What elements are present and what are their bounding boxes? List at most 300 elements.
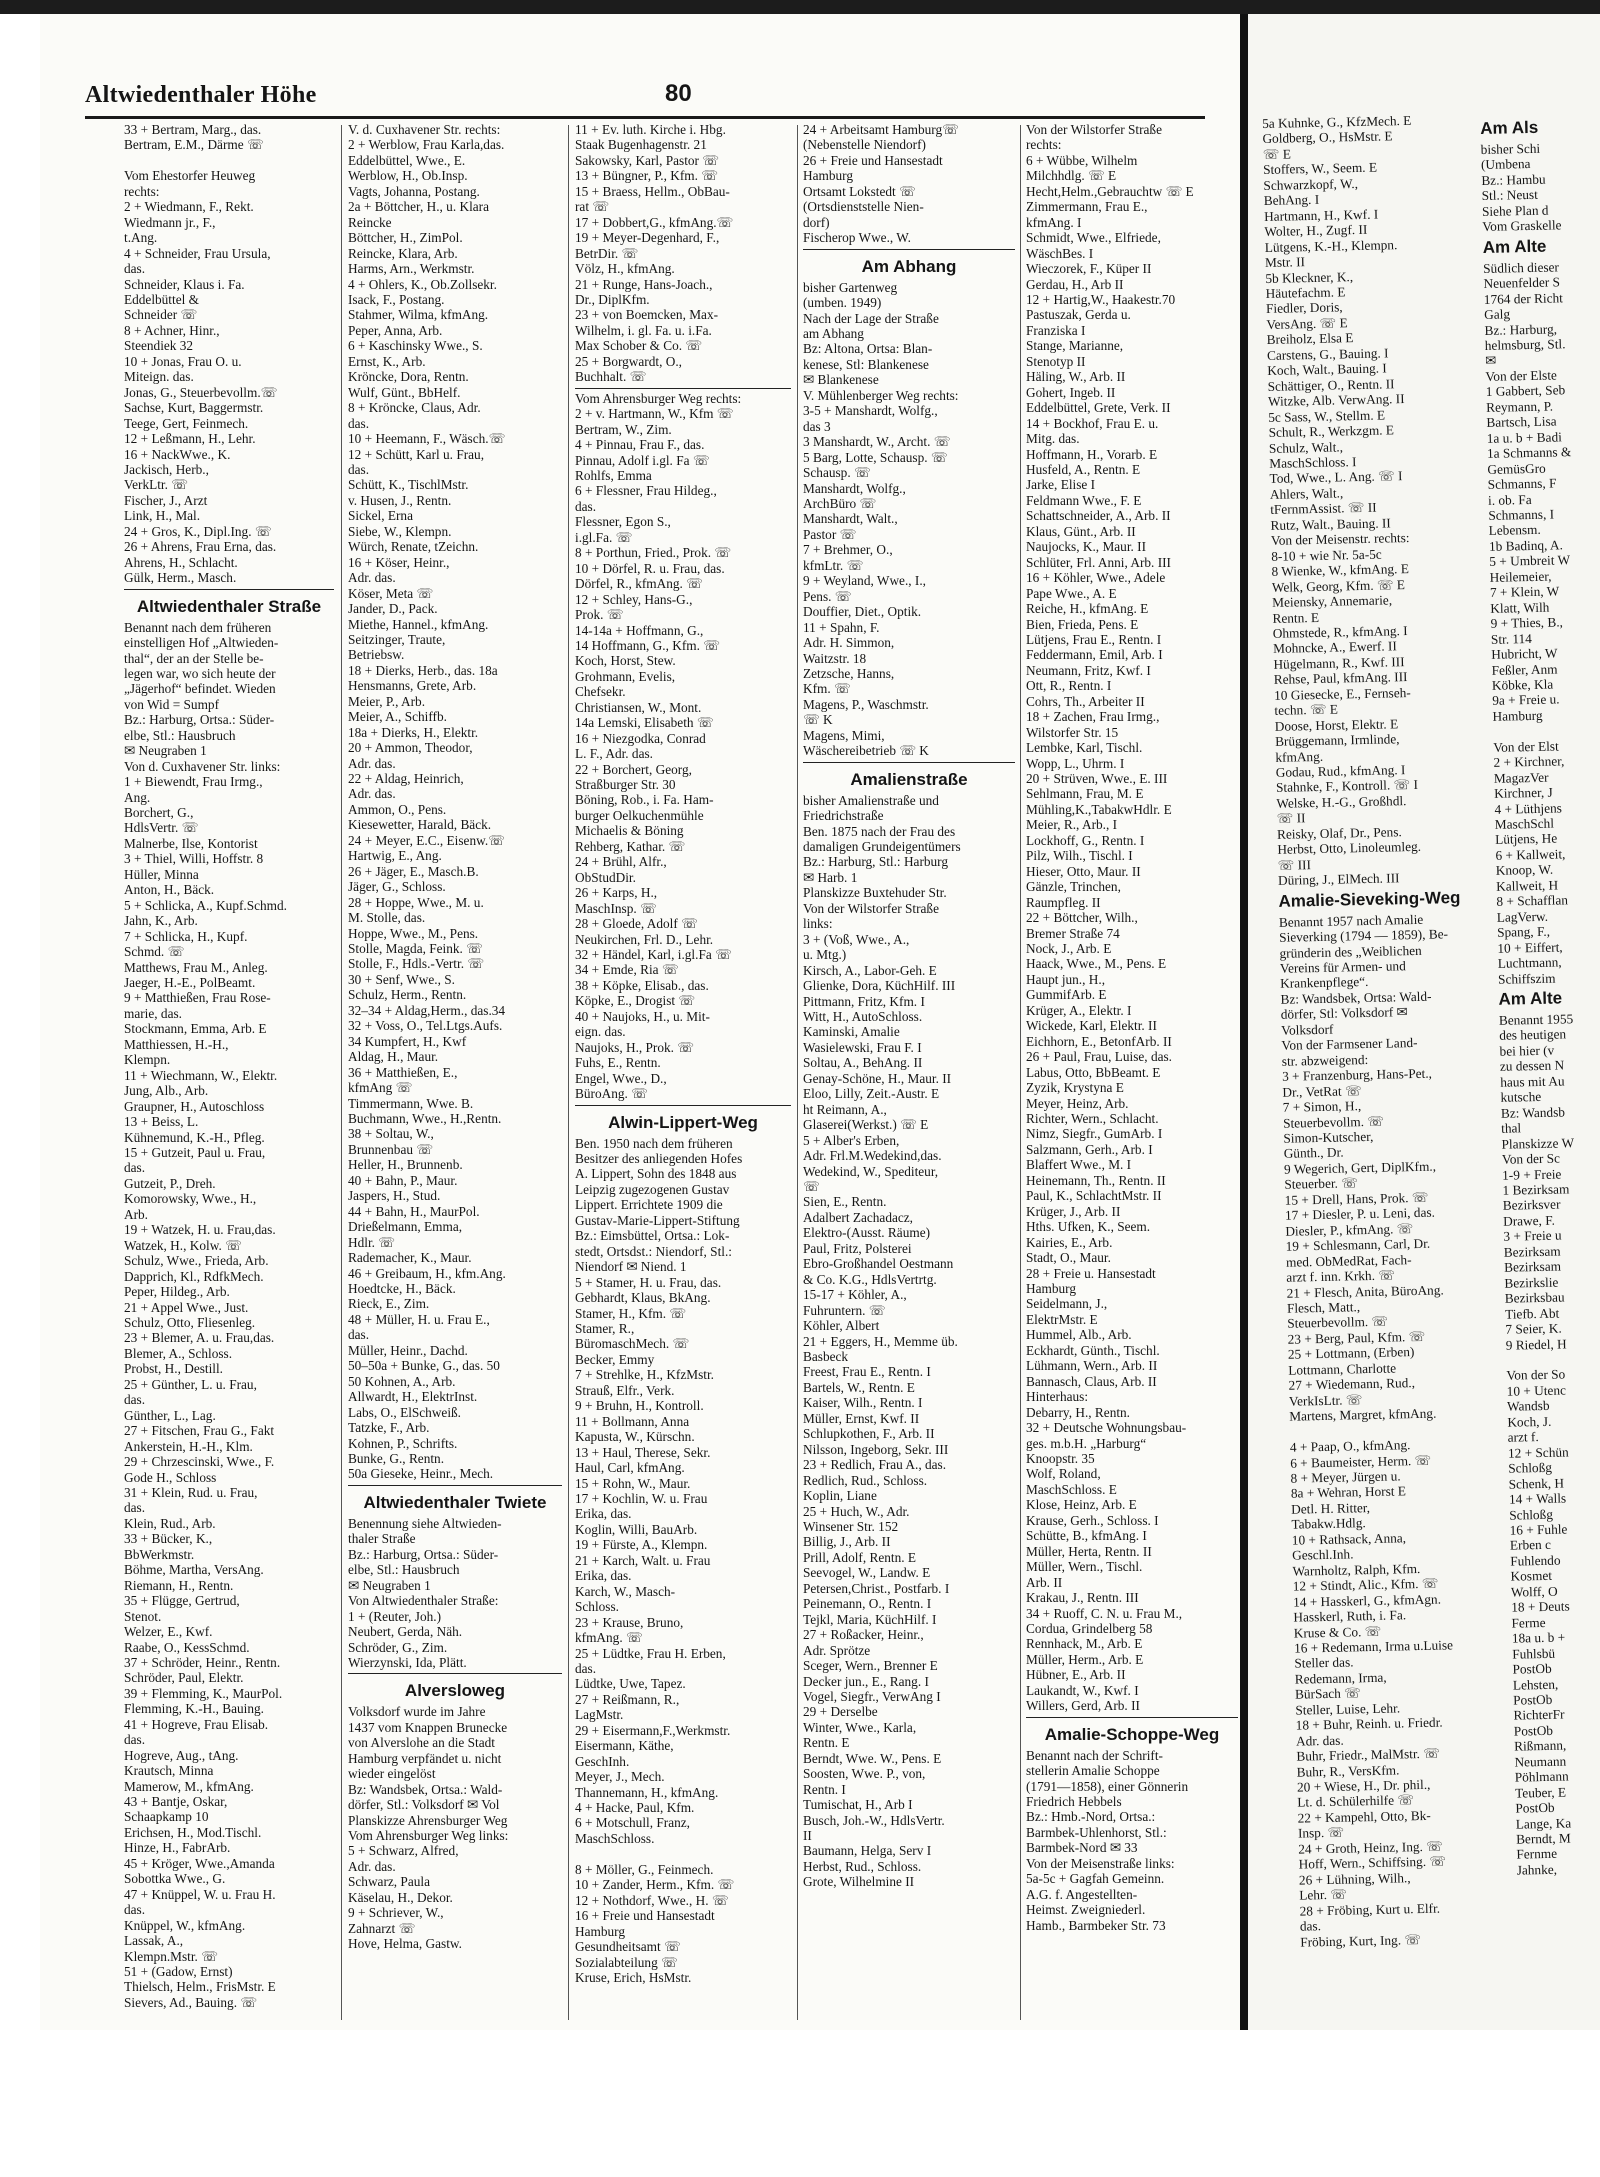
directory-line: Krüger, A., Elektr. I [1026, 1002, 1132, 1018]
directory-line: Hamburg [575, 1923, 625, 1939]
directory-line: Kosmet [1510, 1568, 1553, 1585]
directory-line: 6 + Kallweit, [1495, 846, 1566, 863]
directory-line: Adr. das. [348, 786, 396, 802]
directory-line: BbWerkmstr. [124, 1546, 195, 1562]
directory-line: Meiensky, Annemarie, [1272, 592, 1393, 610]
directory-line: elbe, Stl.: Hausbruch [348, 1562, 460, 1578]
directory-line: Petersen,Christ., Postfarb. I [803, 1580, 950, 1596]
directory-line: 23 + Berg, Paul, Kfm. ☏ [1287, 1328, 1426, 1347]
directory-line: Max Schober & Co. ☏ [575, 338, 703, 354]
directory-line: Pastuszak, Gerda u. [1026, 307, 1131, 323]
directory-line: 5a Kuhnke, G., KfzMech. E [1262, 112, 1412, 131]
directory-line: Wilhelm, i. gl. Fa. u. i.Fa. [575, 322, 712, 338]
directory-line: Häling, W., Arb. II [1026, 369, 1126, 385]
directory-line: Rentn. E [1272, 609, 1320, 626]
directory-line: BehAng. I [1263, 192, 1320, 209]
directory-line: Fuhlendo [1510, 1552, 1561, 1569]
directory-line: Barmbek-Uhlenhorst, Stl.: [1026, 1824, 1167, 1840]
directory-line: Hensmanns, Grete, Arb. [348, 678, 477, 694]
directory-line: 5b Kleckner, K., [1265, 268, 1354, 286]
directory-line: 4 + Paap, O., kfmAng. [1289, 1437, 1411, 1455]
directory-line: bisher Schi [1480, 140, 1541, 157]
directory-line: Hüller, Minna [124, 866, 199, 882]
directory-line: Ferme [1511, 1614, 1546, 1631]
directory-line: 17 + Dobbert,G., kfmAng.☏ [575, 214, 734, 230]
directory-line: Planskizze Buxtehuder Str. [803, 885, 947, 901]
directory-line: Bz: Wandsbek, Ortsa.: Wald- [348, 1781, 503, 1797]
directory-line: Allwardt, H., ElektrInst. [348, 1389, 478, 1405]
column-rule [797, 125, 798, 2020]
directory-line: Basbeck [803, 1348, 849, 1364]
directory-line: Dr., VetRat ☏ [1282, 1082, 1362, 1100]
directory-line: 19 + Fürste, A., Klempn. [575, 1537, 708, 1553]
directory-line: 2a + Böttcher, H., u. Klara [348, 199, 490, 215]
directory-line: Müller, Herm., Arb. E [1026, 1651, 1144, 1667]
directory-line: Hasskerl, Ruth, i. Fa. [1293, 1607, 1407, 1625]
directory-line: 28 + Hoppe, Wwe., M. u. [348, 894, 484, 910]
directory-line: haus mit Au [1500, 1073, 1565, 1090]
directory-line: Malnerbe, Ilse, Kontorist [124, 835, 258, 851]
directory-line: Elektro-(Ausst. Räume) [803, 1225, 931, 1241]
directory-line: Mohncke, A., Ewerf. II [1273, 638, 1397, 657]
directory-line: Bremer Straße 74 [1026, 925, 1120, 941]
directory-line: ges. m.b.H. „Harburg“ [1026, 1435, 1147, 1451]
directory-line: 4 + Schneider, Frau Ursula, [124, 245, 271, 261]
directory-line: 39 + Flemming, K., MaurPol. [124, 1685, 283, 1701]
directory-line: Soltau, A., BehAng. II [803, 1055, 923, 1071]
directory-line: A.G. f. Angestellten- [1026, 1886, 1138, 1902]
directory-line: Stahnke, F., Kontroll. ☏ I [1275, 777, 1419, 796]
directory-line: Lt. d. Schülerhilfe ☏ [1297, 1792, 1415, 1811]
directory-line: Benannt 1955 [1498, 1011, 1574, 1028]
directory-line: das. [575, 1660, 597, 1676]
directory-line: 9 + Bruhn, H., Kontroll. [575, 1398, 704, 1414]
directory-line: dörfer, Stl.: Volksdorf ✉ Vol [348, 1797, 500, 1813]
directory-line: Fernme [1516, 1846, 1558, 1863]
directory-line: Adr. H. Simmon, [803, 635, 895, 651]
directory-line: Mamerow, M., kfmAng. [124, 1778, 254, 1794]
directory-line: (Ortsdienststelle Nien- [803, 199, 924, 215]
directory-line: Tejkl, Maria, KüchHilf. I [803, 1611, 937, 1627]
directory-line: Bz.: Harburg, [1484, 320, 1558, 338]
directory-line: Schenk, H [1508, 1475, 1565, 1492]
directory-line: Stockmann, Emma, Arb. E [124, 1021, 267, 1037]
directory-line: Mühling,K.,TabakwHdlr. E [1026, 801, 1172, 817]
directory-line: Tod, Wwe., L. Ang. ☏ I [1269, 468, 1403, 487]
section-rule [348, 1485, 562, 1486]
directory-line: Stamer, R., [575, 1320, 635, 1336]
directory-line: kfmLtr. ☏ [803, 557, 864, 573]
directory-line: Schlupkothen, F., Arb. II [803, 1426, 935, 1442]
directory-line: des heutigen [1499, 1026, 1567, 1044]
directory-line: bisher Amalienstraße und [803, 792, 939, 808]
directory-line: Schmidt, Wwe., Elfriede, [1026, 230, 1161, 246]
directory-line: Von d. Cuxhavener Str. links: [124, 758, 281, 774]
directory-line: 19 + Meyer-Degenhard, F., [575, 230, 720, 246]
directory-line: Kirchner, J [1494, 784, 1553, 801]
directory-line: Sickel, Erna [348, 508, 413, 524]
directory-line: Str. 114 [1490, 630, 1532, 647]
street-heading: Am Alte [1482, 236, 1547, 257]
directory-line: 35 + Flügge, Gertrud, [124, 1593, 240, 1609]
directory-line: PostOb [1515, 1799, 1555, 1816]
directory-line: Eddelbüttel, Wwe., E. [348, 152, 466, 168]
directory-line: Rentn. I [803, 1781, 846, 1797]
directory-line: bisher Gartenweg [803, 279, 898, 295]
directory-line: 3 + Freie u [1503, 1227, 1562, 1245]
directory-line: Schult, R., Werkzgm. E [1268, 422, 1395, 440]
directory-line: Feddermann, Emil, Arb. I [1026, 647, 1163, 663]
directory-line: 8 Wienke, W., kfmAng. E [1271, 561, 1410, 580]
directory-line: Lassak, A., [124, 1933, 184, 1949]
directory-line: 25 + Huch, W., Adr. [803, 1503, 910, 1519]
directory-line: marie, das. [124, 1005, 182, 1021]
directory-line: Koch, J. [1507, 1413, 1552, 1430]
directory-line: Milchhdlg. ☏ E [1026, 168, 1117, 184]
directory-line: Vagts, Johanna, Postang. [348, 183, 480, 199]
directory-line: Schröder, G., Zim. [348, 1639, 448, 1655]
directory-line: Nock, J., Arb. E [1026, 941, 1112, 957]
directory-line: 1a Schmanns & [1486, 444, 1572, 462]
directory-line: 2 + Wiedmann, F., Rekt. [124, 199, 254, 215]
directory-line: BüroAng. ☏ [575, 1086, 648, 1102]
directory-line: Knoopstr. 35 [1026, 1450, 1095, 1466]
directory-line: MagazVer [1493, 769, 1549, 786]
directory-line: WäschBes. I [1026, 245, 1094, 261]
directory-line: Bz.: Harburg, Ortsa.: Süder- [124, 712, 275, 728]
directory-line: Hecht,Helm.,Gebrauchtw ☏ E [1026, 183, 1194, 199]
directory-line: 20 + Wiese, H., Dr. phil., [1296, 1776, 1431, 1795]
directory-line: 19 + Schlesmann, Carl, Dr. [1285, 1235, 1431, 1254]
directory-line: Aldag, H., Maur. [348, 1049, 439, 1065]
directory-line: Werblow, H., Ob.Insp. [348, 168, 468, 184]
directory-line: Adr. das. [1295, 1732, 1344, 1749]
directory-line: gründerin des „Weiblichen [1279, 942, 1422, 961]
directory-line: Südlich dieser [1483, 259, 1560, 276]
directory-line: Eisermann, Käthe, [575, 1738, 674, 1754]
directory-line: Baumann, Helga, Serv I [803, 1843, 932, 1859]
directory-line: das. [575, 498, 597, 514]
directory-line: Böhme, Martha, VersAng. [124, 1562, 264, 1578]
directory-line: Blemer, A., Schloss. [124, 1345, 233, 1361]
directory-line: Böttcher, H., ZimPol. [348, 230, 463, 246]
directory-line: Drießelmann, Emma, [348, 1219, 463, 1235]
directory-line: 1 Gabbert, Seb [1485, 382, 1566, 400]
directory-line: Bz.: Hambu [1481, 171, 1546, 188]
directory-line: 8 + Schafflan [1496, 892, 1569, 910]
directory-line: 23 + Krause, Bruno, [575, 1614, 684, 1630]
directory-line: Nach der Lage der Straße [803, 310, 939, 326]
directory-line: stellerin Amalie Schoppe [1026, 1763, 1160, 1779]
directory-line: 29 + Eisermann,F.,Werkmstr. [575, 1722, 731, 1738]
directory-line: Nimz, Siegfr., GumArb. I [1026, 1126, 1163, 1142]
directory-line: Bannasch, Claus, Arb. II [1026, 1373, 1157, 1389]
directory-line: 32 + Voss, O., Tel.Ltgs.Aufs. [348, 1018, 503, 1034]
directory-line: t.Ang. [124, 230, 158, 246]
directory-line: Schmanns, F [1487, 475, 1557, 492]
directory-line: 8 + Kröncke, Claus, Adr. [348, 400, 481, 416]
directory-line: Debarry, H., Rentn. [1026, 1404, 1131, 1420]
directory-line: Klatt, Wilh [1490, 599, 1550, 616]
directory-line: Adr. das. [348, 755, 396, 771]
directory-line: Kallweit, H [1495, 877, 1559, 894]
directory-line: 18 + Dierks, Herb., das. 18a [348, 662, 498, 678]
directory-line: Hths. Ufken, K., Seem. [1026, 1219, 1151, 1235]
directory-line: Witt, H., AutoSchloss. [803, 1009, 923, 1025]
directory-line: Busch, Joh.-W., HdlsVertr. [803, 1812, 945, 1828]
directory-line: Benannt nach dem früheren [124, 619, 272, 635]
directory-line: Watzek, H., Kolw. ☏ [124, 1237, 242, 1253]
directory-line: 23 + Blemer, A. u. Frau,das. [124, 1330, 275, 1346]
directory-line: Eddelbüttel, Grete, Verk. II [1026, 400, 1171, 416]
directory-line: 21 + Karch, Walt. u. Frau [575, 1552, 711, 1568]
directory-line: Berndt, Wwe. W., Pens. E [803, 1750, 942, 1766]
directory-line: Kiesewetter, Harald, Bäck. [348, 817, 492, 833]
directory-line: Schloßg [1509, 1506, 1554, 1523]
directory-line: 22 + Kampehl, Otto, Bk- [1297, 1807, 1431, 1826]
column-rule [341, 125, 342, 2020]
directory-line: einstelligen Hof „Altwieden- [124, 635, 279, 651]
directory-line: Husfeld, A., Rentn. E [1026, 461, 1141, 477]
directory-line: ✉ [1484, 353, 1497, 369]
directory-line: 9 + Schriever, W., [348, 1905, 444, 1921]
directory-line: 5 + Schlicka, A., Kupf.Schmd. [124, 897, 287, 913]
directory-line: 45 + Kröger, Wwe.,Amanda [124, 1855, 275, 1871]
directory-line: Willers, Gerd, Arb. II [1026, 1698, 1140, 1714]
directory-line: MaschSchl [1494, 815, 1555, 832]
directory-line: 13 + Beiss, L. [124, 1114, 199, 1130]
directory-line: Waitzstr. 18 [803, 650, 867, 666]
directory-line: ✉ Blankenese [803, 372, 879, 388]
directory-line: Schloss. [575, 1599, 619, 1615]
street-heading: Alwin-Lippert-Weg [608, 1112, 758, 1132]
directory-column-3 [575, 122, 791, 2022]
directory-line: Wolf, Roland, [1026, 1466, 1101, 1482]
directory-line: Von der Wilstorfer Straße [803, 900, 939, 916]
directory-line: 18a + Dierks, H., Elektr. [348, 724, 479, 740]
directory-line: Bezirksver [1502, 1197, 1561, 1214]
directory-line: 21 + Flesch, Anita, BüroAng. [1286, 1281, 1444, 1301]
directory-line: 10 + Rathsack, Anna, [1291, 1530, 1407, 1548]
directory-line: Stange, Marianne, [1026, 338, 1124, 354]
directory-line: Lüdtke, Uwe, Tapez. [575, 1676, 686, 1692]
directory-line: Kaiser, Wilh., Rentn. I [803, 1395, 923, 1411]
directory-line: 3 Manshardt, W., Archt. ☏ [803, 434, 951, 450]
directory-line: Berndt, M [1515, 1830, 1571, 1847]
directory-line: 50 Kohnen, A., Arb. [348, 1373, 456, 1389]
directory-line: 16 + Niezgodka, Conrad [575, 730, 706, 746]
directory-line: LagMstr. [575, 1707, 624, 1723]
directory-line: Adr. Sprötze [803, 1642, 871, 1658]
directory-line: Neumann, Fritz, Kwf. I [1026, 662, 1151, 678]
directory-line: Stahmer, Wilma, kfmAng. [348, 307, 489, 323]
directory-line: 16 + Fuhle [1509, 1521, 1568, 1538]
directory-line: Meyer, Heinz, Arb. [1026, 1095, 1129, 1111]
directory-line: 19 + Watzek, H. u. Frau,das. [124, 1222, 276, 1238]
directory-line: 12 + Leßmann, H., Lehr. [124, 431, 256, 447]
directory-line: techn. ☏ E [1274, 701, 1339, 719]
directory-line: 5 + Stamer, H. u. Frau, das. [575, 1274, 722, 1290]
directory-line: Seitzinger, Traute, [348, 631, 446, 647]
directory-line: Adr. das. [348, 570, 396, 586]
directory-column-1 [124, 122, 334, 2022]
directory-line: kutsche [1500, 1089, 1542, 1106]
directory-line: legen war, wo sich heute der [124, 665, 276, 681]
directory-line: 26 + Ahrens, Frau Erna, das. [124, 539, 277, 555]
directory-line: Gustav-Marie-Lippert-Stiftung [575, 1212, 740, 1228]
directory-line: 23 + Redlich, Frau A., das. [803, 1457, 947, 1473]
directory-line: GemüsGro [1487, 460, 1546, 477]
directory-line: Dapprich, Kl., RdfkMech. [124, 1268, 264, 1284]
directory-line: 20 + Ammon, Theodor, [348, 740, 473, 756]
directory-line: Bezirksam [1503, 1243, 1561, 1260]
directory-line: 7 + Klein, W [1489, 583, 1560, 601]
directory-line: Buchhalt. ☏ [575, 369, 647, 385]
directory-line: Schmanns, I [1488, 506, 1555, 523]
directory-line: Wopp, L., Uhrm. I [1026, 755, 1125, 771]
directory-line: damaligen Grundeigentümers [803, 839, 961, 855]
directory-line: Buchmann, Wwe., H.,Rentn. [348, 1111, 502, 1126]
directory-line: Hamb., Barmbeker Str. 73 [1026, 1917, 1166, 1933]
directory-line: Planskizze Ahrensburger Weg [348, 1812, 508, 1828]
directory-line: 1 + (Reuter, Joh.) [348, 1608, 442, 1624]
directory-line: Köbke, Kla [1491, 676, 1554, 693]
directory-line: Müller, Wern., Tischl. [1026, 1559, 1143, 1575]
directory-line: 13 + Haul, Therese, Sekr. [575, 1444, 711, 1460]
directory-line: 4 + Ohlers, K., Ob.Zollsekr. [348, 276, 497, 292]
directory-line: II [803, 1828, 812, 1844]
directory-line: 1 + Biewendt, Frau Irmg., [124, 774, 263, 790]
directory-line: 27 + Wiedemann, Rud., [1288, 1375, 1416, 1393]
directory-line: Rieck, E., Zim. [348, 1296, 430, 1312]
directory-line: Fiedler, Doris, [1265, 299, 1343, 317]
directory-line: Schulz, Walt., [1268, 438, 1344, 456]
directory-line: Bz.: Harburg, Stl.: Harburg [803, 854, 949, 870]
directory-line: Schulz, Otto, Fliesenleg. [124, 1314, 256, 1330]
directory-line: (umben. 1949) [803, 295, 882, 311]
directory-line: u. Mtg.) [803, 947, 847, 963]
directory-line: L. F., Adr. das. [575, 746, 653, 762]
directory-line: Adr. Frl.M.Wedekind,das. [803, 1148, 942, 1164]
directory-line: Lippert. Errichtete 1909 die [575, 1197, 723, 1213]
directory-line: Sachse, Kurt, Baggermstr. [124, 400, 264, 416]
section-rule [575, 388, 791, 389]
directory-line: Bezirksbau [1504, 1289, 1565, 1306]
directory-line: das 3 [803, 418, 831, 434]
directory-line: 7 + Strehlke, H., KfzMstr. [575, 1367, 714, 1383]
directory-line: Labs, O., ElSchweiß. [348, 1404, 462, 1420]
directory-line: Steller, Luise, Lehr. [1295, 1700, 1401, 1718]
directory-line: 9a + Freie u. [1492, 691, 1560, 709]
directory-line: Peper, Hildeg., Arb. [124, 1284, 230, 1300]
directory-line: 21 + Eggers, H., Memme üb. [803, 1333, 958, 1349]
directory-line: Bartels, W., Rentn. E [803, 1379, 915, 1395]
directory-line: 44 + Bahn, H., MaurPol. [348, 1203, 480, 1219]
directory-line: Gebhardt, Klaus, BkAng. [575, 1290, 711, 1306]
directory-line: Ortsamt Lokstedt ☏ [803, 183, 916, 199]
directory-line: VerkLtr. ☏ [124, 477, 188, 493]
directory-line: Adr. das. [348, 1858, 396, 1874]
directory-line: Tatzke, F., Arb. [348, 1420, 430, 1436]
directory-line: 12 + Schley, Hans-G., [575, 591, 693, 607]
directory-line [1506, 1350, 1600, 1368]
directory-line: 7 + Schlicka, H., Kupf. [124, 928, 248, 944]
directory-line: Lange, Ka [1515, 1815, 1572, 1832]
directory-line: Ankerstein, H.-H., Klm. [124, 1438, 253, 1454]
section-rule [1026, 1717, 1238, 1718]
directory-line: Lühmann, Wern., Arb. II [1026, 1358, 1158, 1374]
directory-line: 12 + Stindt, Alic., Kfm. ☏ [1292, 1575, 1439, 1594]
directory-line: 14 + Hasskerl, G., kfmAgn. [1292, 1591, 1442, 1610]
street-heading: Amalie-Schoppe-Weg [1044, 1724, 1220, 1744]
directory-line: 4 + Lüthjens [1494, 800, 1563, 817]
directory-line: 26 + Freie und Hansestadt [803, 152, 943, 168]
directory-line: 6 + Kaschinsky Wwe., S. [348, 338, 483, 354]
directory-line: Witzke, Alb. VerwAng. II [1267, 391, 1405, 410]
directory-line: Koplin, Liane [803, 1488, 877, 1504]
street-heading: Alversloweg [404, 1681, 506, 1701]
directory-line: Tumischat, H., Arb I [803, 1797, 913, 1813]
directory-line: Geschl.Inh. [1291, 1546, 1354, 1563]
directory-line: 5c Sass, W., Stellm. E [1268, 407, 1386, 425]
directory-line: Hübner, E., Arb. II [1026, 1667, 1126, 1683]
directory-line: 1b Badinq, A. [1488, 537, 1564, 554]
directory-line: Schwarz, Paula [348, 1874, 430, 1890]
directory-line: Ahrens, H., Schlacht. [124, 554, 238, 570]
page-number: 80 [665, 80, 692, 107]
directory-line: Schlüter, Frl. Anni, Arb. III [1026, 554, 1171, 570]
directory-line: Schwarzkopf, W., [1263, 175, 1359, 193]
directory-line: eign. das. [575, 1024, 626, 1040]
directory-column-2 [348, 122, 562, 2022]
directory-line: Pape Wwe., A. E [1026, 585, 1117, 601]
directory-line: das. [348, 461, 370, 477]
directory-line: Ammon, O., Pens. [348, 801, 447, 817]
directory-line: Köhler, Albert [803, 1318, 880, 1334]
directory-line: Billig, J., Arb. II [803, 1534, 891, 1550]
street-heading: Am Alte [1498, 988, 1563, 1009]
directory-line: BürSach ☏ [1294, 1685, 1361, 1702]
section-rule [124, 589, 334, 590]
directory-line: 50a Gieseke, Heinr., Mech. [348, 1466, 494, 1482]
directory-line: 11 + Spahn, F. [803, 619, 880, 635]
directory-line: Lockhoff, G., Rentn. I [1026, 832, 1145, 848]
directory-line: Barmbek-Nord ✉ 33 [1026, 1840, 1138, 1856]
directory-line: Lütjens, He [1495, 831, 1558, 848]
directory-line: A. Lippert, Sohn des 1848 aus [575, 1166, 737, 1182]
directory-line: Engel, Wwe., D., [575, 1070, 667, 1086]
directory-line: 4 + Hacke, Paul, Kfm. [575, 1800, 695, 1816]
directory-line: stedt, Ortsdst.: Niendorf, Stl.: [575, 1243, 732, 1259]
directory-line: 16 + NackWwe., K. [124, 446, 231, 462]
directory-line: ✉ Neugraben 1 [124, 743, 207, 759]
directory-line: Bartsch, Lisa [1486, 413, 1557, 431]
directory-line: 4 + Pinnau, Frau F., das. [575, 437, 705, 453]
directory-line: Godau, Rud., kfmAng. I [1275, 762, 1406, 780]
directory-line: Hdlr. ☏ [348, 1234, 395, 1250]
directory-line: Fischerop Wwe., W. [803, 230, 911, 246]
directory-line: Neukirchen, Frl. D., Lehr. [575, 931, 714, 947]
directory-line: 10 + Eiffert, [1497, 939, 1563, 956]
directory-line: Hummel, Alb., Arb. [1026, 1327, 1132, 1343]
directory-line: Manshardt, Walt., [803, 511, 898, 527]
directory-line: Timmermann, Wwe. B. [348, 1095, 474, 1111]
directory-line: Niendorf ✉ Niend. 1 [575, 1259, 687, 1275]
directory-line: Carstens, G., Bauing. I [1266, 345, 1389, 363]
directory-line: Graupner, H., Autoschloss [124, 1098, 265, 1114]
directory-line: Seidelmann, J., [1026, 1296, 1108, 1312]
directory-line: Pinnau, Adolf i.gl. Fa ☏ [575, 452, 710, 468]
